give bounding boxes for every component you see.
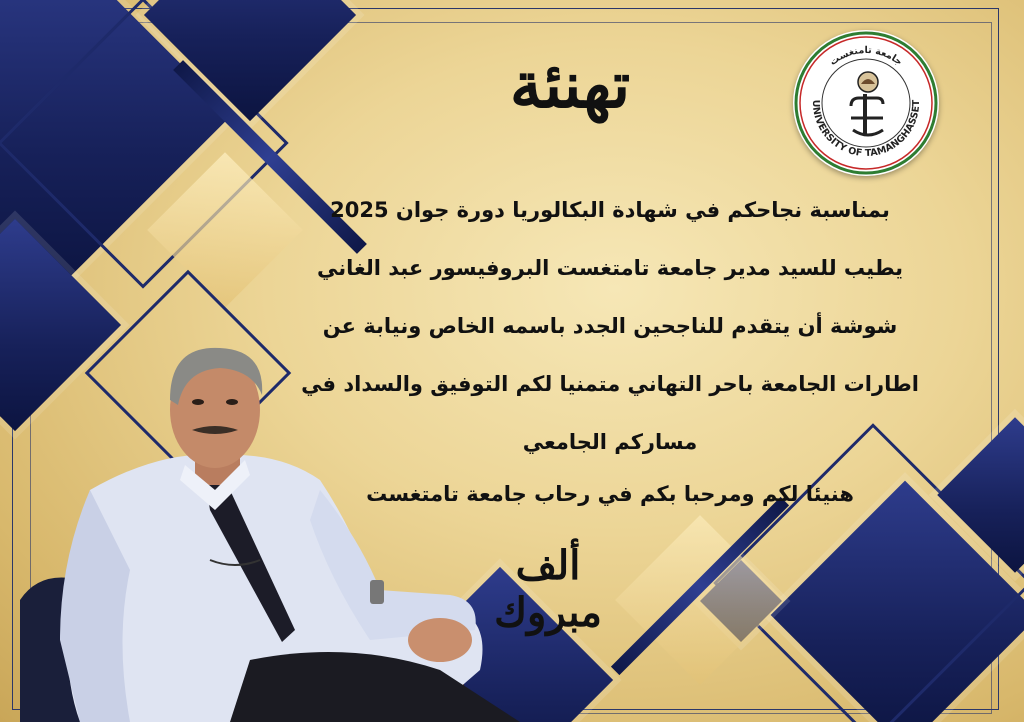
closing-calligraphy: ألف مبروك — [494, 542, 602, 636]
university-logo — [793, 30, 939, 176]
logo-arabic-name: جامعة تامنغست — [827, 44, 905, 68]
message-line-4: اطارات الجامعة باحر التهاني متمنيا لكم التوفيق والسداد في — [301, 372, 919, 396]
message-line-5: مساركم الجامعي — [522, 430, 698, 454]
message-line-3: شوشة أن يتقدم للناجحين الجدد باسمه الخاص ونيابة عن — [322, 314, 898, 338]
university-emblem-icon — [793, 30, 939, 176]
message-line-2: يطيب للسيد مدير جامعة تامتغست البروفيسور عبد الغاني — [316, 256, 904, 280]
logo-english-name: UNIVERSITY OF TAMANGHASSET — [809, 99, 923, 160]
message-line-1: بمناسبة نجاحكم في شهادة البكالوريا دورة جوان 2025 — [330, 198, 890, 222]
page-title: تهنئة — [509, 48, 631, 123]
director-photo — [20, 340, 580, 722]
message-line-6: هنيئا لكم ومرحبا بكم في رحاب جامعة تامتغست — [366, 482, 854, 506]
